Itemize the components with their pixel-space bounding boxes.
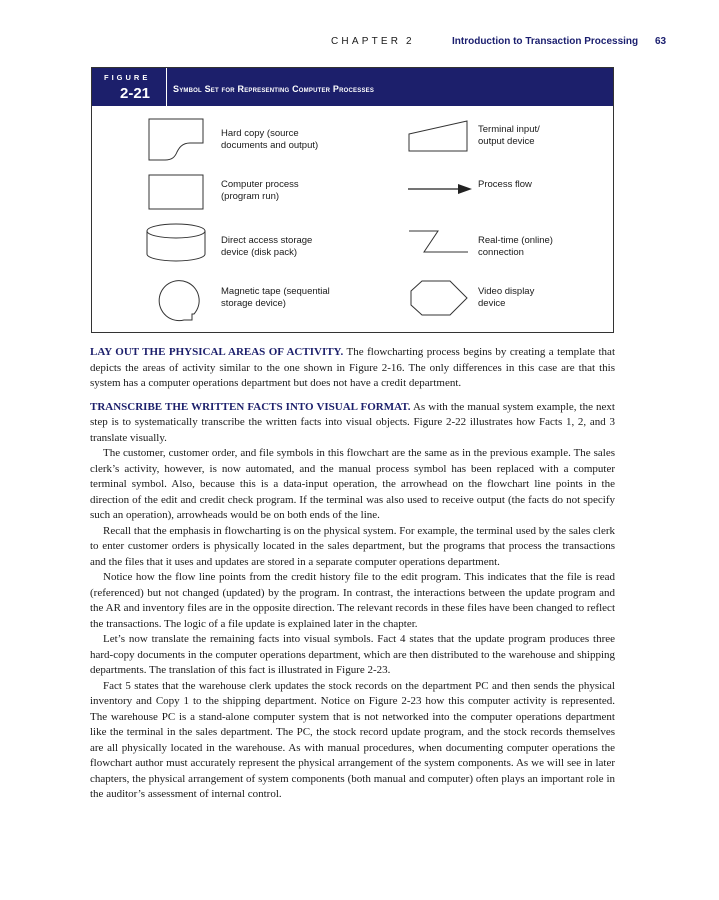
label-line: output device [478, 135, 535, 147]
label-line: Process flow [478, 179, 532, 190]
video-display-label [478, 286, 534, 309]
label-line: Magnetic tape (sequential [221, 286, 330, 297]
paragraph [90, 400, 615, 447]
label-line: documents and output) [221, 139, 319, 151]
paragraph-text: The flowcharting process begins by creating a template that depicts the areas of activity similar to the one shown in Figure 2-16. The only differences in this case are that this system has a computer operations department but does not have a credit department. [90, 346, 615, 389]
video-display-icon [410, 280, 468, 316]
paragraph-text: As with the manual system example, the next step is to systematically transcribe the written facts into visual objects. Figure 2-22 illustrates how Facts 1, 2, and 3 translate visually. [90, 400, 615, 444]
hard-copy-label [221, 128, 318, 151]
chapter-number: 2 [406, 36, 412, 47]
run-in-heading: TRANSCRIBE THE WRITTEN FACTS INTO VISUAL FORMAT. [90, 400, 411, 413]
page-number: 63 [655, 36, 667, 47]
direct-access-label [221, 235, 312, 258]
chapter-label: CHAPTER [331, 36, 402, 47]
label-line: Direct access storage [221, 235, 313, 246]
label-line: connection [478, 246, 524, 258]
figure-banner [92, 68, 613, 106]
real-time-connection-icon [408, 228, 470, 256]
running-header [0, 36, 719, 50]
label-line: Real-time (online) [478, 235, 553, 246]
paragraph: The customer, customer order, and file symbols in this flowchart are the same as in the previous example. The sales clerk’s activity, however, is now automated, and the manual process symbol has been replaced with a computer terminal symbol. Also, because this is a data-input operation, the arrowhead on the flowchart line points in the direction of the edit and credit check program. If the terminal was also used to receive output (the facts do not specify such an operation), arrowheads would be on both ends of the line. [90, 447, 615, 521]
label-line: device (disk pack) [221, 246, 298, 258]
body-text [90, 345, 615, 803]
paragraph: Recall that the emphasis in flowcharting is on the physical system. For example, the terminal used by the sales clerk to enter customer orders is physically located in the sales department, but the programs that process the transactions and the files that it uses and updates are stored in a separate computer operations department. [90, 524, 615, 568]
paragraph: Fact 5 states that the warehouse clerk updates the stock records on the department PC and then sends the physical inventory and Copy 1 to the shipping department. Notice on Figure 2-23 how this computer activity is represented. The warehouse PC is a stand-alone computer system that is not networked into the computer operations department like the terminal in the sales department. The PC, the stock record update program, and the stock records themselves are all physically located in the warehouse. As with manual procedures, when documenting computer operations the flowchart author must accurately represent the physical arrangement of the system components. As we will see in later chapters, the physical arrangement of system components (both manual and computer) often plays an important role in the auditor’s assessment of internal control. [90, 679, 615, 800]
figure-label: FIGURE [104, 73, 151, 82]
process-flow-arrow-icon [406, 182, 474, 196]
paragraph: Let’s now translate the remaining facts into visual symbols. Fact 4 states that the update program produces three hard-copy documents in the computer operations department, which are then distributed to the warehouse and shipping departments. The translation of this fact is illustrated in Figure 2-23. [90, 633, 615, 676]
paragraph: Notice how the flow line points from the credit history file to the edit program. This indicates that the file is read (referenced) but not changed (updated) by the program. In contrast, the interactions between the update program and the AR and inventory files are in the opposite direction. The relevant records in these files have been changed to reflect the transactions. The logic of a file update is explained later in the chapter. [90, 571, 615, 630]
computer-process-label [221, 179, 299, 202]
terminal-label [478, 124, 540, 147]
figure-divider [166, 68, 167, 106]
chapter-title: Introduction to Transaction Processing [452, 36, 639, 47]
label-line: Video display [478, 286, 535, 297]
magnetic-tape-icon [150, 270, 206, 326]
label-line: storage device) [221, 297, 286, 309]
run-in-heading: LAY OUT THE PHYSICAL AREAS OF ACTIVITY. [90, 346, 344, 358]
hard-copy-document-icon [148, 118, 204, 162]
label-line: device [478, 297, 506, 309]
magnetic-tape-label [221, 286, 330, 309]
terminal-device-icon [408, 120, 468, 152]
disk-storage-icon [146, 223, 206, 263]
label-line: Terminal input/ [478, 124, 540, 135]
figure-number: 2-21 [120, 85, 151, 102]
figure-title: Symbol Set for Representing Computer Processes [173, 84, 375, 94]
real-time-label [478, 235, 553, 258]
process-flow-label [478, 179, 532, 191]
computer-process-icon [148, 174, 204, 210]
label-line: (program run) [221, 190, 280, 202]
paragraph [90, 345, 615, 392]
figure-2-21 [91, 67, 614, 333]
label-line: Hard copy (source [221, 128, 299, 139]
label-line: Computer process [221, 179, 299, 190]
